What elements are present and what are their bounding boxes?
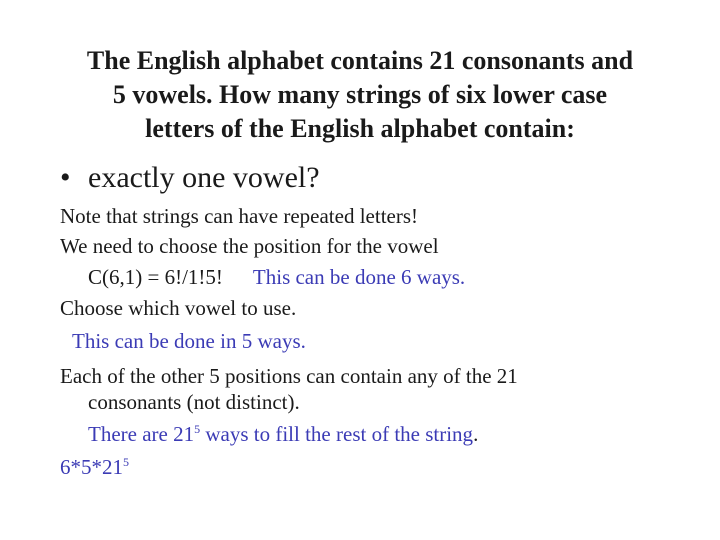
other-positions-line-1: Each of the other 5 positions can contain any of the 21 <box>60 364 518 388</box>
answer-line <box>60 453 129 481</box>
combination-result: This can be done 6 ways. <box>252 265 466 289</box>
title-line-1: The English alphabet contains 21 consonants and <box>86 46 634 75</box>
note-line: Note that strings can have repeated letters! <box>60 204 419 228</box>
fill-rest-after: ways to fill the rest of the string <box>200 422 474 446</box>
bullet-icon: • <box>60 161 71 194</box>
title-line-3: letters of the English alphabet contain: <box>145 114 575 143</box>
vowel-result-line: This can be done in 5 ways. <box>72 329 306 353</box>
answer-exponent: 5 <box>123 455 129 469</box>
bullet-text: exactly one vowel? <box>88 161 320 194</box>
other-positions-line-2: consonants (not distinct). <box>88 390 300 414</box>
answer-base: 6*5*21 <box>60 455 123 479</box>
title-line-2: 5 vowels. How many strings of six lower case <box>112 80 608 109</box>
bullet-item <box>60 160 320 196</box>
fill-rest-before: There are 21 <box>88 422 195 446</box>
choose-position-line: We need to choose the position for the vowel <box>60 234 439 258</box>
combination-line <box>88 263 465 291</box>
fill-rest-line <box>88 420 478 448</box>
choose-vowel-line: Choose which vowel to use. <box>60 296 297 320</box>
fill-rest-period: . <box>473 422 479 446</box>
fill-rest-exponent: 5 <box>194 422 201 436</box>
combination-formula: C(6,1) = 6!/1!5! <box>88 265 223 289</box>
slide-title <box>40 44 680 146</box>
